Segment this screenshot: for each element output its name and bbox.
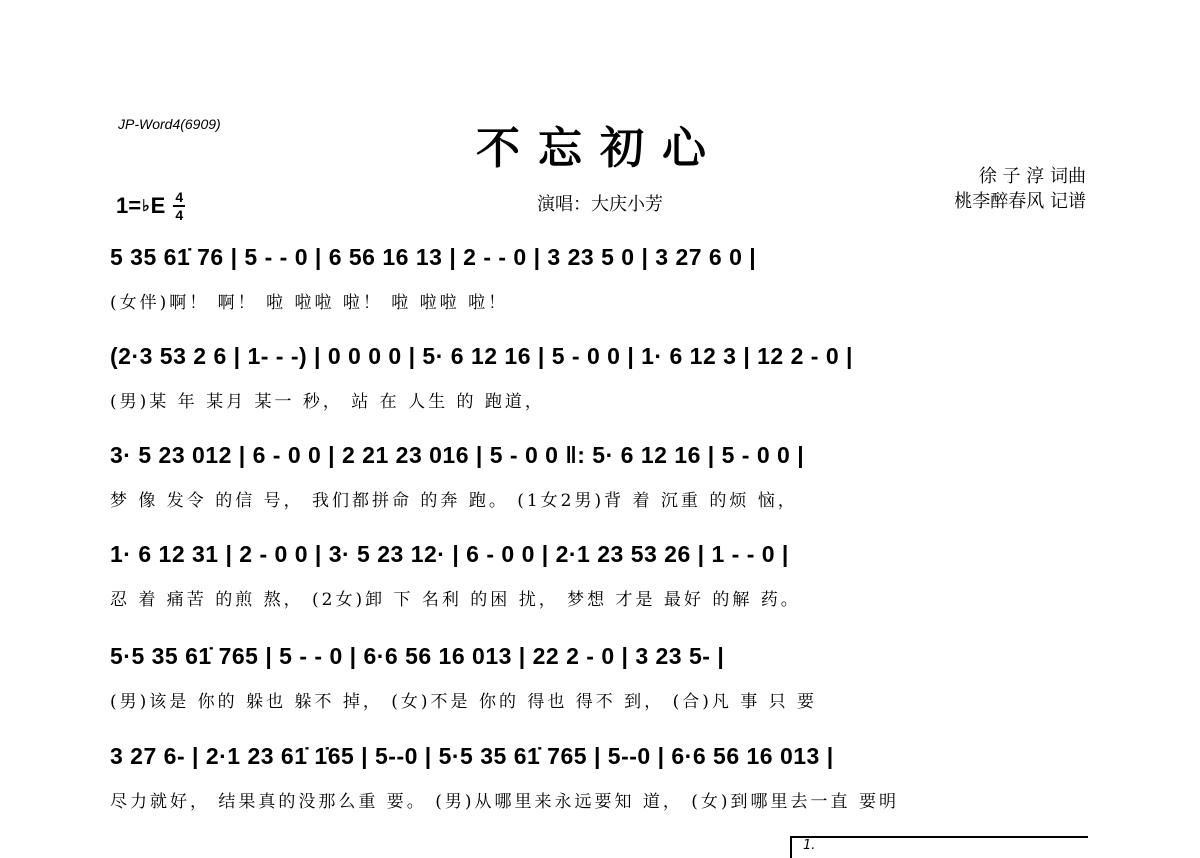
lyrics-row-4: 忍 着 痛苦 的煎 熬， (2女)卸 下 名利 的困 扰， 梦想 才是 最好 的解 药。 [110,590,801,610]
flat-sign: ♭ [142,198,150,215]
song-title: 不忘初心 [476,123,724,174]
singer: 演唱：大庆小芳 [537,194,663,215]
key-note: E [150,193,166,218]
notes-row-3: 3· 5 23 012 | 6 - 0 0 | 2 21 23 016 | 5 - 0 0 ‖: 5· 6 12 16 | 5 - 0 0 | [110,442,805,468]
time-top: 4 [175,189,184,205]
lyrics-row-2: (男)某 年 某月 某一 秒， 站 在 人生 的 跑道， [110,392,545,412]
credit-score: 桃李醉春风 记谱 [954,191,1086,212]
volta-number: 1. [803,838,816,853]
notes-row-2: (2·3 53 2 6 | 1- - -) | 0 0 0 0 | 5· 6 12 16 | 5 - 0 0 | 1· 6 12 3 | 12 2 - 0 | [110,343,853,369]
volta-bracket [790,836,1088,858]
software-tag: JP-Word4(6909) [118,116,221,132]
time-bottom: 4 [175,207,184,223]
notes-row-4: 1· 6 12 31 | 2 - 0 0 | 3· 5 23 12· | 6 - 0 0 | 2·1 23 53 26 | 1 - - 0 | [110,541,789,567]
time-signature [173,190,185,222]
notes-row-6: 3 27 6- | 2·1 23 61̇ 1̇65 | 5--0 | 5·5 35 61̇ 765 | 5--0 | 6·6 56 16 013 | [110,743,834,769]
key-prefix: 1= [116,193,142,218]
lyrics-row-3: 梦 像 发令 的信 号， 我们都拼命 的奔 跑。 (1女2男)背 着 沉重 的烦 恼， [110,491,798,511]
lyrics-row-5: (男)该是 你的 躲也 躲不 掉， (女)不是 你的 得也 得不 到， (合)凡 事 只 要 [110,692,818,712]
notes-row-1: 5 35 61̇ 76 | 5 - - 0 | 6 56 16 13 | 2 - - 0 | 3 23 5 0 | 3 27 6 0 | [110,244,757,270]
credit-lyrics: 徐 子 淳 词曲 [978,166,1086,187]
key-signature [116,190,185,222]
lyrics-row-1: (女伴)啊！ 啊！ 啦 啦啦 啦！ 啦 啦啦 啦！ [110,293,509,313]
notes-row-5: 5·5 35 61̇ 765 | 5 - - 0 | 6·6 56 16 013 | 22 2 - 0 | 3 23 5- | [110,643,725,669]
lyrics-row-6: 尽力就好， 结果真的没那么重 要。 (男)从哪里来永远要知 道， (女)到哪里去一直 要明 [110,792,899,812]
